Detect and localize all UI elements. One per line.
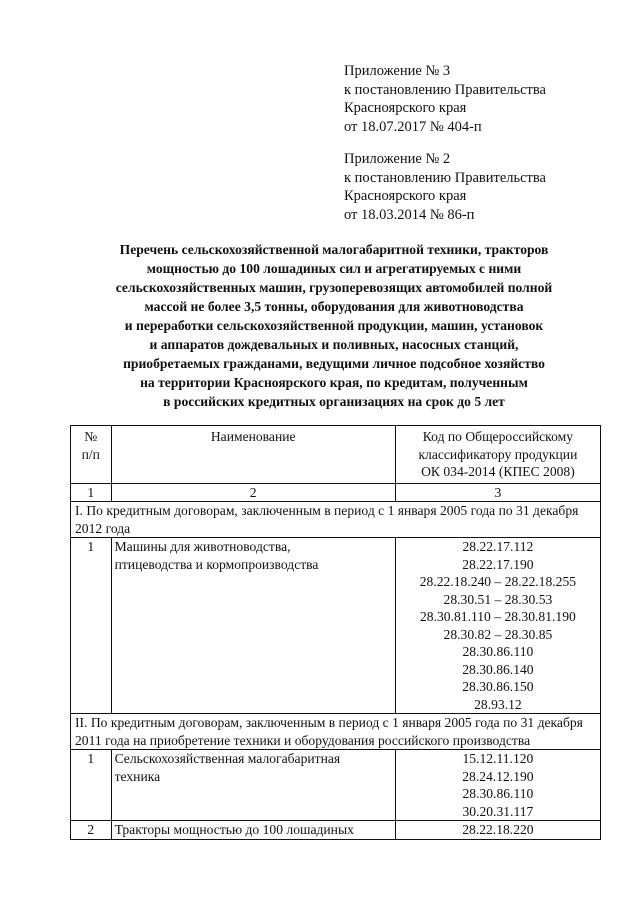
table-row [71, 821, 601, 840]
code-line: 28.24.12.190 [462, 768, 534, 784]
column-number: 2 [111, 483, 395, 502]
appendix-line: от 18.07.2017 № 404-п [344, 118, 482, 135]
row-codes [395, 538, 600, 714]
row-codes [395, 821, 600, 840]
appendix-line: Приложение № 3 [344, 63, 451, 79]
equipment-table [70, 425, 601, 840]
header-name: Наименование [111, 426, 395, 484]
column-number-row [71, 483, 601, 502]
section-row [71, 502, 601, 538]
header-number-line: № [84, 429, 98, 444]
column-number: 1 [71, 483, 112, 502]
header-code-line: классификатору продукции [418, 446, 578, 462]
title-line: сельскохозяйственных машин, грузоперевозящих автомобилей полной [115, 280, 553, 295]
row-number: 2 [71, 821, 112, 840]
title-line: и переработки сельскохозяйственной продукции, машин, установок [124, 318, 544, 333]
code-line: 28.22.18.240 – 28.22.18.255 [419, 574, 577, 589]
code-line: 28.22.17.112 [462, 539, 534, 554]
document-title [70, 240, 598, 411]
title-line: на территории Красноярского края, по кредитам, полученным [140, 375, 528, 390]
code-line: 28.93.12 [474, 696, 522, 712]
appendix-block-1 [344, 62, 546, 136]
title-line: мощностью до 100 лошадиных сил и агрегатируемых с ними [146, 261, 522, 276]
section-title: II. По кредитным договорам, заключенным в период с 1 января 2005 года по 31 декабря 2011 года на приобретение техники и оборудования российского производства [71, 714, 601, 750]
appendix-line: Приложение № 2 [344, 151, 451, 167]
title-line: приобретаемых гражданами, ведущими личное подсобное хозяйство [123, 356, 545, 371]
table-row [71, 750, 601, 821]
title-line: массой не более 3,5 тонны, оборудования для животноводства [144, 299, 524, 314]
code-line: 28.22.17.190 [462, 556, 534, 572]
appendix-line: к постановлению Правительства [344, 169, 546, 186]
row-number: 1 [71, 538, 112, 714]
code-line: 28.22.18.220 [462, 822, 534, 837]
appendix-block-2 [344, 150, 546, 224]
title-line: и аппаратов дождевальных и поливных, насосных станций, [149, 337, 519, 352]
header-number [71, 426, 112, 484]
code-line: 28.30.51 – 28.30.53 [443, 591, 553, 607]
row-name-line: птицеводства и кормопроизводства [114, 556, 319, 572]
column-number: 3 [395, 483, 600, 502]
section-row [71, 714, 601, 750]
header-code-line: Код по Общероссийскому [422, 429, 574, 444]
code-line: 28.30.86.140 [462, 661, 534, 677]
appendix-line: Красноярского края [344, 188, 467, 204]
row-name [111, 750, 395, 821]
row-number: 1 [71, 750, 112, 821]
table-row [71, 538, 601, 714]
code-line: 28.30.86.110 [462, 644, 534, 659]
title-line: Перечень сельскохозяйственной малогабаритной техники, тракторов [119, 242, 549, 257]
code-line: 28.30.81.110 – 28.30.81.190 [419, 609, 576, 624]
row-name [111, 821, 395, 840]
title-line: в российских кредитных организациях на срок до 5 лет [163, 394, 505, 409]
code-line: 30.20.31.117 [462, 803, 534, 819]
section-title: I. По кредитным договорам, заключенным в период с 1 января 2005 года по 31 декабря 2012 года [71, 502, 601, 538]
code-line: 28.30.82 – 28.30.85 [443, 626, 553, 642]
row-name-line: техника [114, 768, 161, 784]
table-header-row [71, 426, 601, 484]
row-name [111, 538, 395, 714]
code-line: 28.30.86.150 [462, 679, 534, 694]
row-name-line: Сельскохозяйственная малогабаритная [114, 751, 341, 766]
row-name-line: Машины для животноводства, [114, 539, 291, 554]
appendix-line: к постановлению Правительства [344, 81, 546, 98]
appendix-line: от 18.03.2014 № 86-п [344, 206, 475, 223]
header-code-line: ОК 034-2014 (КПЕС 2008) [421, 464, 575, 479]
appendix-line: Красноярского края [344, 100, 467, 116]
row-name-line: Тракторы мощностью до 100 лошадиных [114, 822, 354, 837]
header-number-line: п/п [81, 446, 100, 462]
row-codes [395, 750, 600, 821]
code-line: 15.12.11.120 [462, 751, 534, 766]
header-code [395, 426, 600, 484]
code-line: 28.30.86.110 [462, 786, 534, 801]
